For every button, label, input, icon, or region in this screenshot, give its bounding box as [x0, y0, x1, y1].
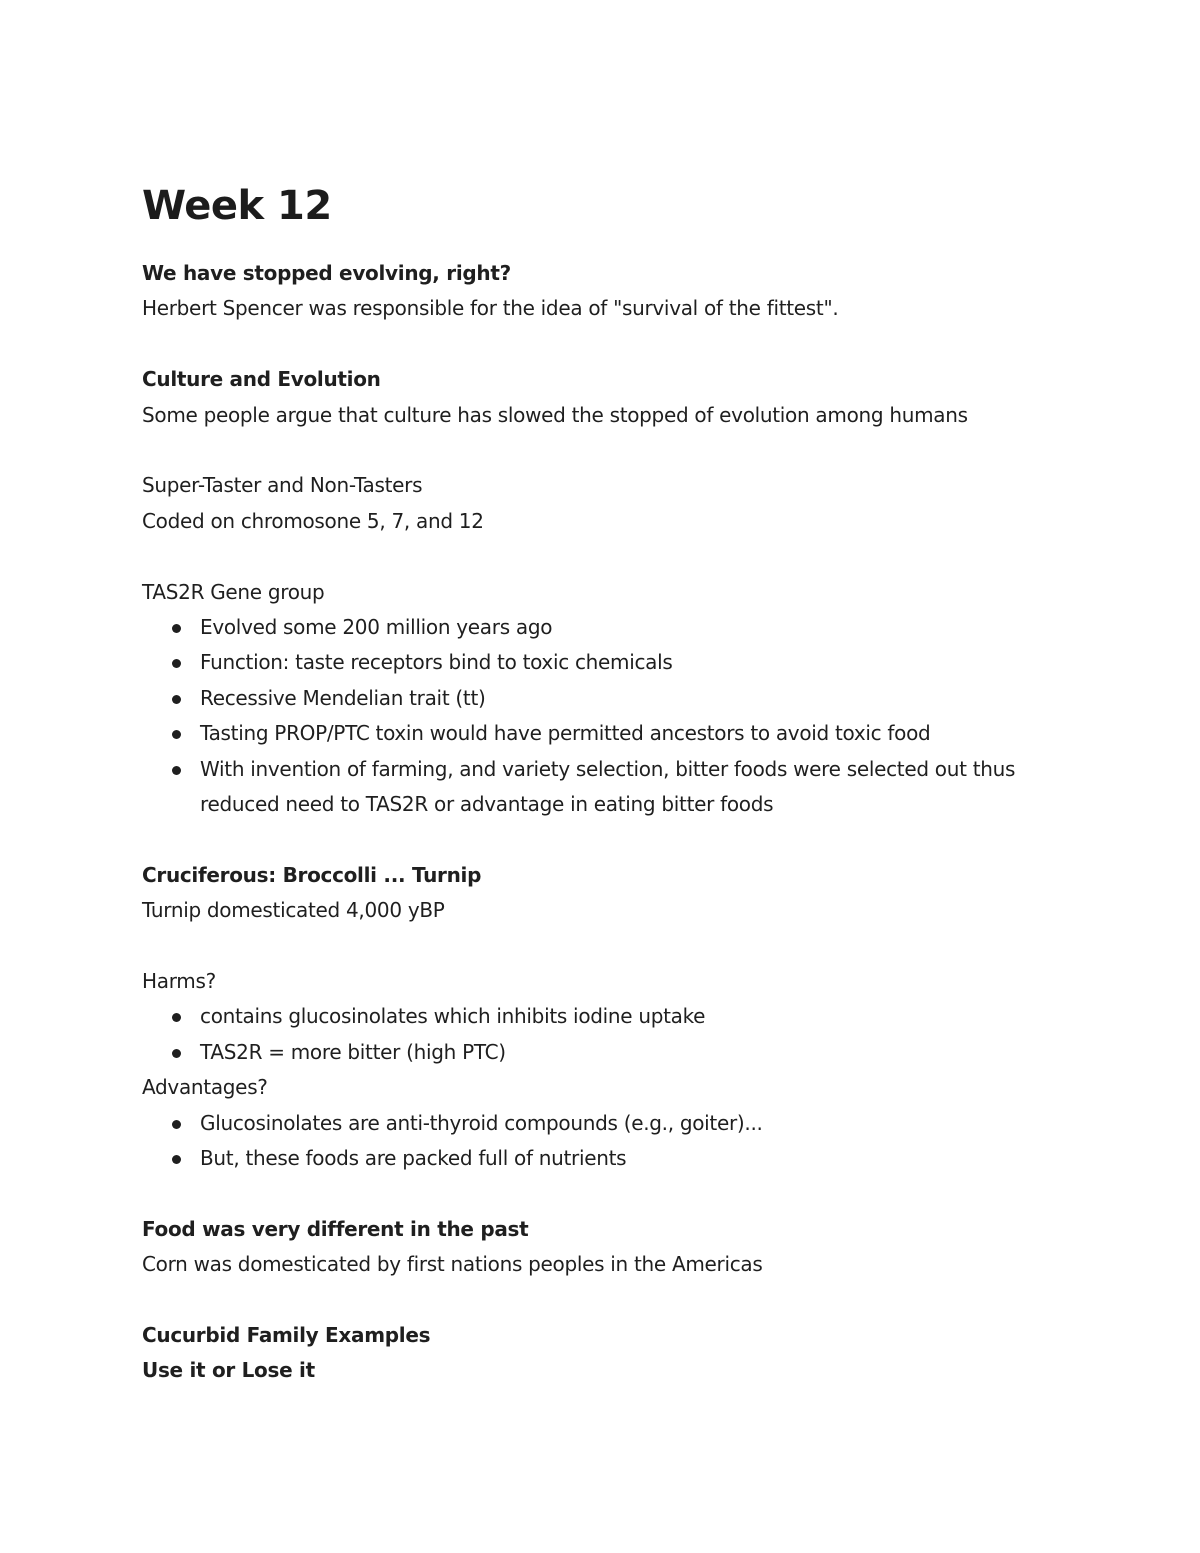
section-heading-food-past: Food was very different in the past [142, 1216, 529, 1241]
document-page [142, 178, 1072, 1389]
spacer [142, 1283, 1072, 1318]
spacer [142, 539, 1072, 574]
list-item: Evolved some 200 million years ago [142, 610, 1072, 645]
paragraph-corn: Corn was domesticated by first nations peoples in the Americas [142, 1252, 763, 1277]
section-heading-cucurbid: Cucurbid Family Examples [142, 1323, 431, 1348]
list-item: Function: taste receptors bind to toxic chemicals [142, 645, 1072, 680]
list-item: TAS2R = more bitter (high PTC) [142, 1035, 1072, 1070]
paragraph-spencer: Herbert Spencer was responsible for the idea of "survival of the fittest". [142, 296, 839, 321]
paragraph-advantages-label: Advantages? [142, 1075, 268, 1100]
page-title: Week 12 [142, 183, 332, 229]
paragraph-harms-label: Harms? [142, 969, 216, 994]
section-heading-use-it: Use it or Lose it [142, 1358, 315, 1383]
paragraph-chromosome: Coded on chromosone 5, 7, and 12 [142, 508, 484, 533]
spacer [142, 1176, 1072, 1211]
bullet-dot-icon [172, 695, 181, 704]
list-item: But, these foods are packed full of nutrients [142, 1141, 1072, 1176]
bullet-dot-icon [172, 766, 181, 775]
paragraph-tas2r-label: TAS2R Gene group [142, 579, 325, 604]
bullet-dot-icon [172, 624, 181, 633]
section-heading-evolving: We have stopped evolving, right? [142, 261, 511, 285]
bullet-dot-icon [172, 1155, 181, 1164]
list-item: contains glucosinolates which inhibits iodine uptake [142, 999, 1072, 1034]
advantages-bullet-list [142, 1106, 1072, 1177]
spacer [142, 433, 1072, 468]
list-item: With invention of farming, and variety selection, bitter foods were selected out thus reduced need to TAS2R or advantage in eating bitter foods [142, 752, 1030, 823]
bullet-dot-icon [172, 659, 181, 668]
spacer [142, 929, 1072, 964]
paragraph-culture: Some people argue that culture has slowed the stopped of evolution among humans [142, 402, 968, 427]
spacer [142, 822, 1072, 857]
list-item: Recessive Mendelian trait (tt) [142, 681, 1072, 716]
tas2r-bullet-list [142, 610, 1072, 822]
section-heading-cruciferous: Cruciferous: Broccolli ... Turnip [142, 862, 482, 887]
bullet-dot-icon [172, 1049, 181, 1058]
paragraph-turnip: Turnip domesticated 4,000 yBP [142, 898, 445, 923]
list-item: Glucosinolates are anti-thyroid compounds (e.g., goiter)... [142, 1106, 1072, 1141]
list-item: Tasting PROP/PTC toxin would have permitted ancestors to avoid toxic food [142, 716, 1072, 751]
bullet-dot-icon [172, 1013, 181, 1022]
harms-bullet-list [142, 999, 1072, 1070]
spacer [142, 327, 1072, 362]
bullet-dot-icon [172, 1120, 181, 1129]
paragraph-super-taster: Super-Taster and Non-Tasters [142, 473, 423, 498]
bullet-dot-icon [172, 730, 181, 739]
section-heading-culture: Culture and Evolution [142, 367, 381, 392]
